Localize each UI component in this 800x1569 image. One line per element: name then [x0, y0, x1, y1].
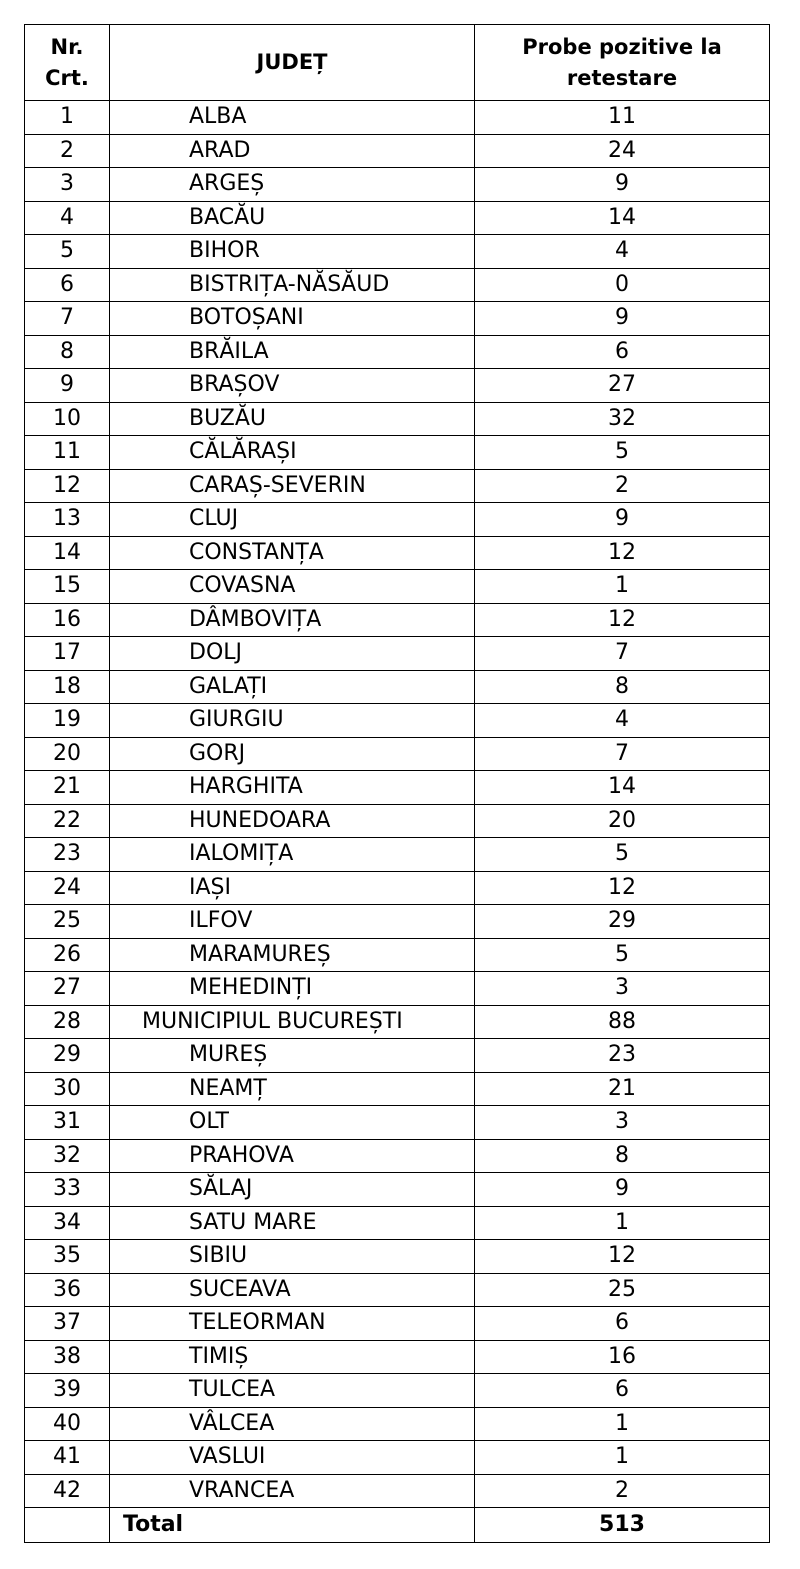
row-number: 15 — [25, 570, 110, 604]
row-number: 22 — [25, 804, 110, 838]
row-number: 21 — [25, 771, 110, 805]
row-positive-count: 2 — [475, 469, 770, 503]
row-county: VÂLCEA — [110, 1407, 475, 1441]
row-county: OLT — [110, 1106, 475, 1140]
row-positive-count: 1 — [475, 1441, 770, 1475]
row-number: 11 — [25, 436, 110, 470]
table-row — [25, 1307, 770, 1341]
table-row — [25, 804, 770, 838]
row-positive-count: 2 — [475, 1474, 770, 1508]
row-positive-count: 20 — [475, 804, 770, 838]
row-number: 14 — [25, 536, 110, 570]
row-county: GALAȚI — [110, 670, 475, 704]
table-row — [25, 134, 770, 168]
table-row — [25, 436, 770, 470]
row-positive-count: 5 — [475, 436, 770, 470]
row-number: 24 — [25, 871, 110, 905]
row-positive-count: 32 — [475, 402, 770, 436]
row-number: 18 — [25, 670, 110, 704]
table-row — [25, 1139, 770, 1173]
row-number: 23 — [25, 838, 110, 872]
row-positive-count: 27 — [475, 369, 770, 403]
table-row — [25, 1005, 770, 1039]
row-positive-count: 7 — [475, 737, 770, 771]
row-positive-count: 9 — [475, 503, 770, 537]
table-row — [25, 101, 770, 135]
row-number: 40 — [25, 1407, 110, 1441]
row-county: MARAMUREȘ — [110, 938, 475, 972]
table-row — [25, 838, 770, 872]
row-positive-count: 4 — [475, 704, 770, 738]
row-county: TELEORMAN — [110, 1307, 475, 1341]
row-positive-count: 6 — [475, 1307, 770, 1341]
row-positive-count: 9 — [475, 168, 770, 202]
row-positive-count: 11 — [475, 101, 770, 135]
total-empty-cell — [25, 1508, 110, 1543]
total-row — [25, 1508, 770, 1543]
table-row — [25, 168, 770, 202]
header-judet: JUDEȚ — [110, 25, 475, 101]
row-number: 34 — [25, 1206, 110, 1240]
row-number: 12 — [25, 469, 110, 503]
row-positive-count: 12 — [475, 1240, 770, 1274]
row-county: BRAȘOV — [110, 369, 475, 403]
row-positive-count: 5 — [475, 838, 770, 872]
row-positive-count: 6 — [475, 335, 770, 369]
row-county: BIHOR — [110, 235, 475, 269]
table-row — [25, 637, 770, 671]
row-positive-count: 5 — [475, 938, 770, 972]
row-number: 41 — [25, 1441, 110, 1475]
row-positive-count: 12 — [475, 871, 770, 905]
table-row — [25, 1206, 770, 1240]
row-number: 2 — [25, 134, 110, 168]
table-row — [25, 871, 770, 905]
row-positive-count: 12 — [475, 603, 770, 637]
row-positive-count: 6 — [475, 1374, 770, 1408]
row-number: 29 — [25, 1039, 110, 1073]
row-positive-count: 88 — [475, 1005, 770, 1039]
table-row — [25, 302, 770, 336]
row-positive-count: 14 — [475, 201, 770, 235]
table-row — [25, 905, 770, 939]
row-county: MEHEDINȚI — [110, 972, 475, 1006]
table-row — [25, 335, 770, 369]
table-row — [25, 1407, 770, 1441]
row-positive-count: 29 — [475, 905, 770, 939]
table-row — [25, 469, 770, 503]
row-number: 17 — [25, 637, 110, 671]
row-county: BUZĂU — [110, 402, 475, 436]
table-row — [25, 1039, 770, 1073]
row-number: 1 — [25, 101, 110, 135]
row-number: 27 — [25, 972, 110, 1006]
row-number: 36 — [25, 1273, 110, 1307]
row-number: 19 — [25, 704, 110, 738]
table-row — [25, 369, 770, 403]
row-county: IALOMIȚA — [110, 838, 475, 872]
row-county: GORJ — [110, 737, 475, 771]
row-positive-count: 1 — [475, 1206, 770, 1240]
row-positive-count: 0 — [475, 268, 770, 302]
row-number: 6 — [25, 268, 110, 302]
header-nr: Nr. Crt. — [25, 25, 110, 101]
row-number: 9 — [25, 369, 110, 403]
row-county: ARGEȘ — [110, 168, 475, 202]
row-county: TIMIȘ — [110, 1340, 475, 1374]
row-county: BISTRIȚA-NĂSĂUD — [110, 268, 475, 302]
row-county: BOTOȘANI — [110, 302, 475, 336]
row-positive-count: 23 — [475, 1039, 770, 1073]
header-row — [25, 25, 770, 101]
row-county: ILFOV — [110, 905, 475, 939]
row-number: 3 — [25, 168, 110, 202]
table-row — [25, 670, 770, 704]
row-county: BACĂU — [110, 201, 475, 235]
row-county: IAȘI — [110, 871, 475, 905]
row-positive-count: 8 — [475, 1139, 770, 1173]
row-positive-count: 21 — [475, 1072, 770, 1106]
row-positive-count: 9 — [475, 1173, 770, 1207]
table-row — [25, 201, 770, 235]
table-row — [25, 603, 770, 637]
row-county: HARGHITA — [110, 771, 475, 805]
row-county: BRĂILA — [110, 335, 475, 369]
table-row — [25, 570, 770, 604]
row-number: 32 — [25, 1139, 110, 1173]
row-county: VASLUI — [110, 1441, 475, 1475]
county-retest-table — [24, 24, 770, 1543]
table-row — [25, 1240, 770, 1274]
table-row — [25, 536, 770, 570]
table-row — [25, 737, 770, 771]
header-probe: Probe pozitive la retestare — [475, 25, 770, 101]
table-row — [25, 1173, 770, 1207]
row-county: CLUJ — [110, 503, 475, 537]
table-body — [25, 101, 770, 1508]
row-number: 20 — [25, 737, 110, 771]
row-positive-count: 9 — [475, 302, 770, 336]
row-number: 25 — [25, 905, 110, 939]
row-county: CONSTANȚA — [110, 536, 475, 570]
row-county: MUREȘ — [110, 1039, 475, 1073]
table-row — [25, 268, 770, 302]
row-county: VRANCEA — [110, 1474, 475, 1508]
row-county: HUNEDOARA — [110, 804, 475, 838]
table-row — [25, 1474, 770, 1508]
row-number: 8 — [25, 335, 110, 369]
row-county: SĂLAJ — [110, 1173, 475, 1207]
row-positive-count: 12 — [475, 536, 770, 570]
table-row — [25, 704, 770, 738]
table-header — [25, 25, 770, 101]
row-positive-count: 1 — [475, 570, 770, 604]
row-number: 30 — [25, 1072, 110, 1106]
table-row — [25, 1441, 770, 1475]
table-row — [25, 1340, 770, 1374]
row-county: GIURGIU — [110, 704, 475, 738]
row-number: 37 — [25, 1307, 110, 1341]
table-row — [25, 771, 770, 805]
row-positive-count: 4 — [475, 235, 770, 269]
row-county: CĂLĂRAȘI — [110, 436, 475, 470]
row-positive-count: 1 — [475, 1407, 770, 1441]
row-county: SIBIU — [110, 1240, 475, 1274]
row-county: ARAD — [110, 134, 475, 168]
row-county: CARAȘ-SEVERIN — [110, 469, 475, 503]
row-county: SUCEAVA — [110, 1273, 475, 1307]
table-row — [25, 402, 770, 436]
row-number: 16 — [25, 603, 110, 637]
row-positive-count: 8 — [475, 670, 770, 704]
row-positive-count: 14 — [475, 771, 770, 805]
row-number: 38 — [25, 1340, 110, 1374]
row-positive-count: 24 — [475, 134, 770, 168]
row-number: 5 — [25, 235, 110, 269]
row-county: DÂMBOVIȚA — [110, 603, 475, 637]
row-number: 13 — [25, 503, 110, 537]
row-number: 33 — [25, 1173, 110, 1207]
row-number: 4 — [25, 201, 110, 235]
table-row — [25, 938, 770, 972]
table-row — [25, 1273, 770, 1307]
row-positive-count: 7 — [475, 637, 770, 671]
row-county: SATU MARE — [110, 1206, 475, 1240]
row-number: 31 — [25, 1106, 110, 1140]
row-number: 28 — [25, 1005, 110, 1039]
table-row — [25, 235, 770, 269]
table-row — [25, 1106, 770, 1140]
row-county: DOLJ — [110, 637, 475, 671]
total-label: Total — [110, 1508, 475, 1543]
row-positive-count: 3 — [475, 972, 770, 1006]
row-positive-count: 3 — [475, 1106, 770, 1140]
row-number: 39 — [25, 1374, 110, 1408]
row-number: 35 — [25, 1240, 110, 1274]
row-county: TULCEA — [110, 1374, 475, 1408]
row-positive-count: 25 — [475, 1273, 770, 1307]
table-row — [25, 503, 770, 537]
row-county: NEAMȚ — [110, 1072, 475, 1106]
table-row — [25, 1374, 770, 1408]
row-number: 42 — [25, 1474, 110, 1508]
table-row — [25, 972, 770, 1006]
total-value: 513 — [475, 1508, 770, 1543]
row-county: ALBA — [110, 101, 475, 135]
row-county: COVASNA — [110, 570, 475, 604]
row-positive-count: 16 — [475, 1340, 770, 1374]
row-number: 26 — [25, 938, 110, 972]
row-county: PRAHOVA — [110, 1139, 475, 1173]
table-row — [25, 1072, 770, 1106]
row-county: MUNICIPIUL BUCUREȘTI — [110, 1005, 475, 1039]
row-number: 7 — [25, 302, 110, 336]
row-number: 10 — [25, 402, 110, 436]
table-footer — [25, 1508, 770, 1543]
